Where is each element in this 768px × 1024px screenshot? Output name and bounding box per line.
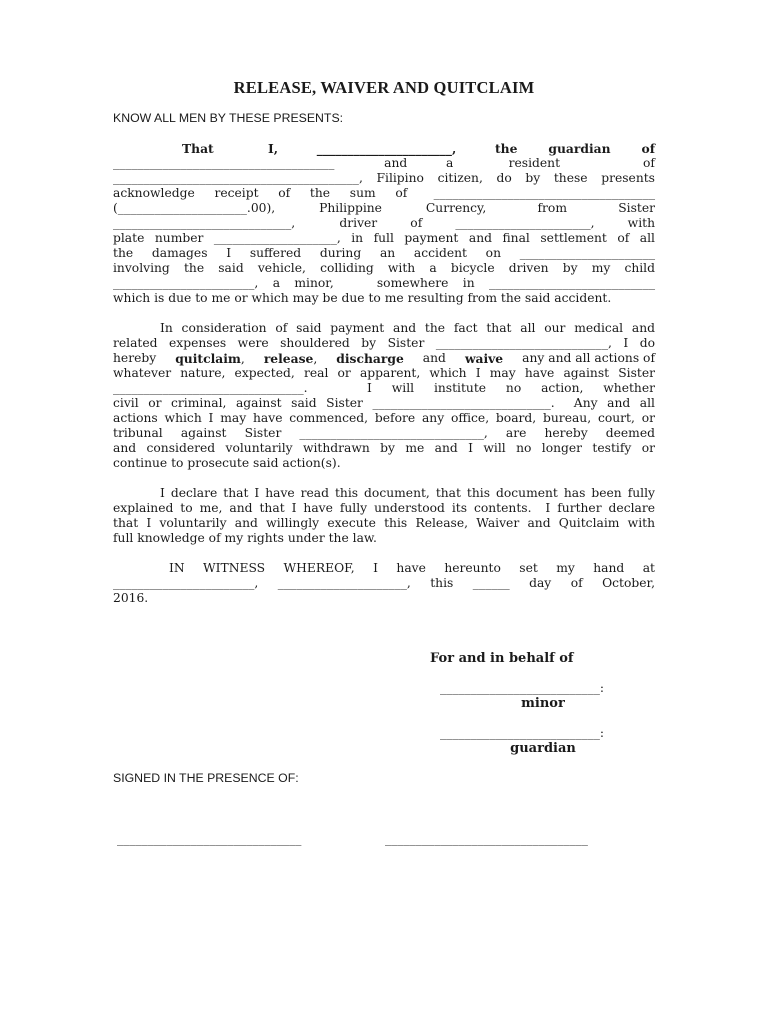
p2-line-10: continue to prosecute said action(s). — [113, 456, 341, 470]
p1-line-3: ________________________________________, Filipino citizen, do by these presents — [113, 171, 655, 185]
p3-line-1: I declare that I have read this document, that this document has been fully — [160, 486, 655, 500]
p3-line-3: that I voluntarily and willingly execute this Release, Waiver and Quitclaim with — [113, 516, 655, 530]
p2-line-2: related expenses were shouldered by Sister ____________________________, I do — [113, 336, 655, 350]
p1-line-1: That I, ______________________, the guardian of — [182, 141, 655, 156]
word-hereby: hereby — [113, 351, 157, 365]
p1-line-5: (_____________________.00), Philippine Currency, from Sister — [113, 201, 655, 215]
p4-line-2: _______________________, _____________________, this ______ day of October, — [113, 576, 655, 590]
minor-signature-line: __________________________: — [440, 681, 605, 695]
p1-line-8: the damages I suffered during an accident on ______________________ — [113, 246, 655, 260]
document-title: RELEASE, WAIVER AND QUITCLAIM — [233, 78, 535, 97]
word-quitclaim: quitclaim — [175, 351, 241, 366]
word-waive: waive — [464, 351, 504, 366]
p2-line-8: tribunal against Sister ______________________________, are hereby deemed — [113, 426, 655, 440]
p1-line-6: _____________________________, driver of ______________________, with — [113, 216, 655, 230]
guardian-label: guardian — [510, 741, 576, 756]
p3-line-2: explained to me, and that I have fully understood its contents. I further declare — [113, 501, 655, 515]
comma-2: , — [313, 352, 318, 366]
witness-2-line: _________________________________ — [385, 832, 588, 846]
p2-line-3-rest: any and all actions of — [522, 351, 655, 365]
presence-heading: SIGNED IN THE PRESENCE OF: — [113, 771, 299, 785]
p3-line-4: full knowledge of my rights under the law. — [113, 531, 377, 545]
word-release: release — [263, 351, 314, 366]
comma-1: , — [240, 352, 245, 366]
p4-line-1: IN WITNESS WHEREOF, I have hereunto set my hand at — [169, 561, 655, 575]
p4-line-3: 2016. — [113, 591, 149, 605]
word-discharge: discharge — [336, 351, 404, 366]
p1-line-2: ____________________________________ and a resident of — [113, 156, 655, 170]
p2-line-3 — [113, 351, 655, 367]
p1-line-7: plate number ____________________, in full payment and final settlement of all — [113, 231, 655, 245]
p2-line-6: civil or criminal, against said Sister _____________________________. Any and all — [113, 396, 655, 410]
guardian-signature-line: __________________________: — [440, 726, 605, 740]
p1-line-11: which is due to me or which may be due to me resulting from the said accident. — [113, 291, 612, 305]
p2-line-5: _______________________________. I will institute no action, whether — [113, 381, 655, 395]
p2-line-4: whatever nature, expected, real or apparent, which I may have against Sister — [113, 366, 655, 380]
p2-line-9: and considered voluntarily withdrawn by me and I will no longer testify or — [113, 441, 655, 455]
word-and: and — [422, 351, 446, 365]
behalf-heading: For and in behalf of — [430, 651, 574, 666]
p2-line-1: In consideration of said payment and the fact that all our medical and — [160, 321, 655, 335]
p1-line-10: _______________________, a minor, somewhere in ___________________________ — [113, 276, 655, 290]
p1-line-9: involving the said vehicle, colliding with a bicycle driven by my child — [113, 261, 655, 275]
minor-label: minor — [521, 696, 565, 711]
witness-1-line: ______________________________ — [117, 832, 302, 846]
opening-line: KNOW ALL MEN BY THESE PRESENTS: — [113, 111, 344, 125]
p1-line-4: acknowledge receipt of the sum of ____________________________________ — [113, 186, 655, 200]
p2-line-7: actions which I may have commenced, before any office, board, bureau, court, or — [113, 411, 655, 425]
